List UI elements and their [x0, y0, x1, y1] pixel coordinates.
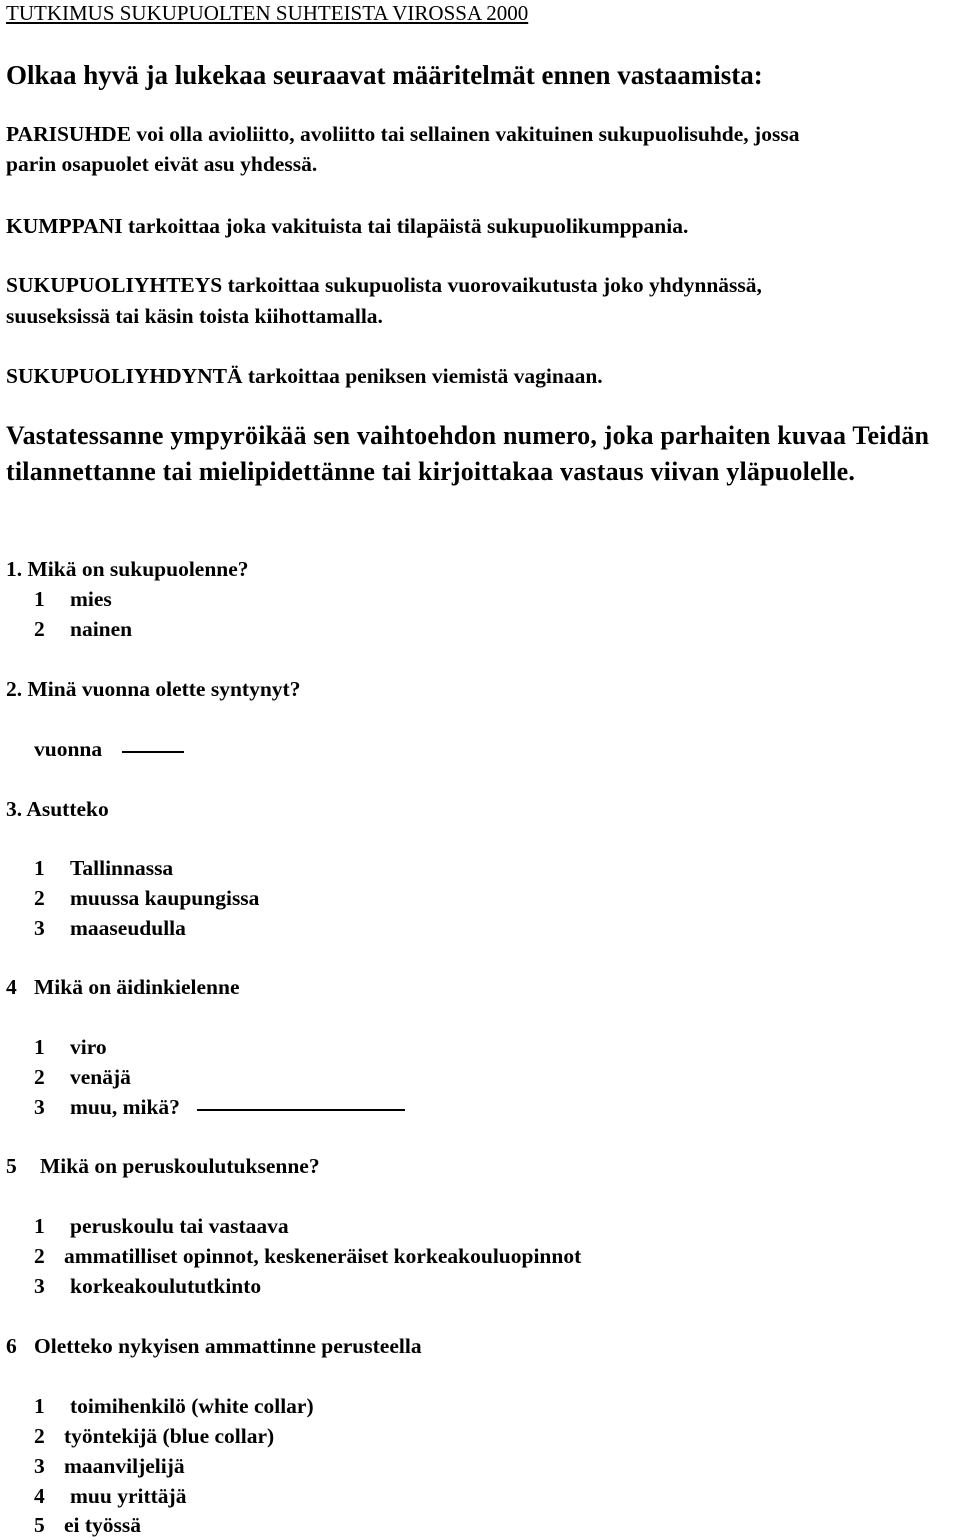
option-label: muu, mikä?	[70, 1095, 180, 1119]
definition-parisuhde-line2: parin osapuolet eivät asu yhdessä.	[6, 152, 318, 176]
question-3	[6, 794, 109, 824]
option-label: venäjä	[70, 1065, 131, 1089]
option-label: peruskoulu tai vastaava	[70, 1214, 289, 1238]
question-4	[6, 972, 240, 1002]
option-number: 2	[34, 617, 45, 641]
question-text: Mikä on peruskoulutuksenne?	[40, 1154, 320, 1178]
q5-option-1[interactable]	[34, 1211, 289, 1241]
q1-option-1[interactable]	[34, 584, 112, 614]
q6-option-5[interactable]	[34, 1510, 141, 1540]
option-label: Tallinnassa	[70, 856, 174, 880]
option-label: muussa kaupungissa	[70, 886, 260, 910]
option-label: mies	[70, 587, 112, 611]
q3-option-3[interactable]	[34, 913, 186, 943]
q6-option-4[interactable]	[34, 1481, 186, 1511]
q4-option-3[interactable]	[34, 1092, 405, 1122]
option-label: ei työssä	[64, 1513, 142, 1537]
question-6	[6, 1331, 422, 1361]
question-text: Minä vuonna olette syntynyt?	[27, 677, 301, 701]
question-number: 1.	[6, 557, 23, 581]
definition-sukupuoliyhdynta: SUKUPUOLIYHDYNTÄ tarkoittaa peniksen viemistä vaginaan.	[6, 364, 603, 388]
option-number: 2	[34, 1244, 45, 1268]
answer-label: vuonna	[34, 737, 103, 761]
option-label: maaseudulla	[70, 916, 186, 940]
q5-option-2[interactable]	[34, 1241, 581, 1271]
question-1	[6, 554, 249, 584]
option-number: 5	[34, 1513, 45, 1537]
option-number: 1	[34, 1035, 45, 1059]
question-2	[6, 674, 300, 704]
document-title: TUTKIMUS SUKUPUOLTEN SUHTEISTA VIROSSA 2000	[6, 1, 529, 25]
option-number: 4	[34, 1484, 45, 1508]
instructions-heading: Olkaa hyvä ja lukekaa seuraavat määritelmät ennen vastaamista:	[6, 60, 763, 90]
question-text: Mikä on äidinkielenne	[34, 975, 240, 999]
option-label: maanviljelijä	[64, 1454, 185, 1478]
q4-option-1[interactable]	[34, 1032, 107, 1062]
option-number: 3	[34, 1095, 45, 1119]
q1-option-2[interactable]	[34, 614, 132, 644]
question-text: Oletteko nykyisen ammattinne perusteella	[34, 1334, 422, 1358]
q5-option-3[interactable]	[34, 1271, 261, 1301]
option-label: viro	[70, 1035, 107, 1059]
question-number: 4	[6, 975, 17, 999]
definition-sukupuoliyhteys-line1: SUKUPUOLIYHTEYS tarkoittaa sukupuolista vuorovaikutusta joko yhdynnässä,	[6, 273, 762, 297]
q4-option-2[interactable]	[34, 1062, 131, 1092]
option-label: korkeakoulututkinto	[70, 1274, 262, 1298]
q6-option-3[interactable]	[34, 1451, 185, 1481]
q3-option-1[interactable]	[34, 853, 173, 883]
option-label: työntekijä (blue collar)	[64, 1424, 275, 1448]
option-number: 3	[34, 1274, 45, 1298]
q6-option-2[interactable]	[34, 1421, 274, 1451]
question-text: Mikä on sukupuolenne?	[27, 557, 249, 581]
option-number: 3	[34, 916, 45, 940]
option-number: 1	[34, 1394, 45, 1418]
option-number: 2	[34, 1424, 45, 1448]
question-number: 2.	[6, 677, 23, 701]
other-language-answer-line[interactable]	[197, 1109, 405, 1111]
question-number: 6	[6, 1334, 17, 1358]
question-5	[6, 1151, 320, 1181]
question-number: 5	[6, 1154, 17, 1178]
option-number: 1	[34, 587, 45, 611]
option-number: 1	[34, 1214, 45, 1238]
option-label: toimihenkilö (white collar)	[70, 1394, 314, 1418]
option-number: 1	[34, 856, 45, 880]
q3-option-2[interactable]	[34, 883, 259, 913]
option-number: 2	[34, 886, 45, 910]
q6-option-1[interactable]	[34, 1391, 314, 1421]
question-number: 3.	[6, 797, 23, 821]
definition-parisuhde-line1: PARISUHDE voi olla avioliitto, avoliitto tai sellainen vakituinen sukupuolisuhde, jossa	[6, 122, 800, 146]
option-label: muu yrittäjä	[70, 1484, 187, 1508]
option-label: ammatilliset opinnot, keskeneräiset korkeakouluopinnot	[64, 1244, 582, 1268]
option-number: 3	[34, 1454, 45, 1478]
q2-answer	[34, 734, 184, 764]
question-text: Asutteko	[26, 797, 109, 821]
definition-sukupuoliyhteys-line2: suuseksissä tai käsin toista kiihottamalla.	[6, 304, 383, 328]
answer-instructions: Vastatessanne ympyröikää sen vaihtoehdon numero, joka parhaiten kuvaa Teidän tilannettanne tai mielipidettänne tai kirjoittakaa vastaus viivan yläpuolelle.	[6, 421, 930, 486]
option-number: 2	[34, 1065, 45, 1089]
definition-kumppani: KUMPPANI tarkoittaa joka vakituista tai tilapäistä sukupuolikumppania.	[6, 214, 689, 238]
year-answer-line[interactable]	[122, 751, 184, 753]
option-label: nainen	[70, 617, 133, 641]
